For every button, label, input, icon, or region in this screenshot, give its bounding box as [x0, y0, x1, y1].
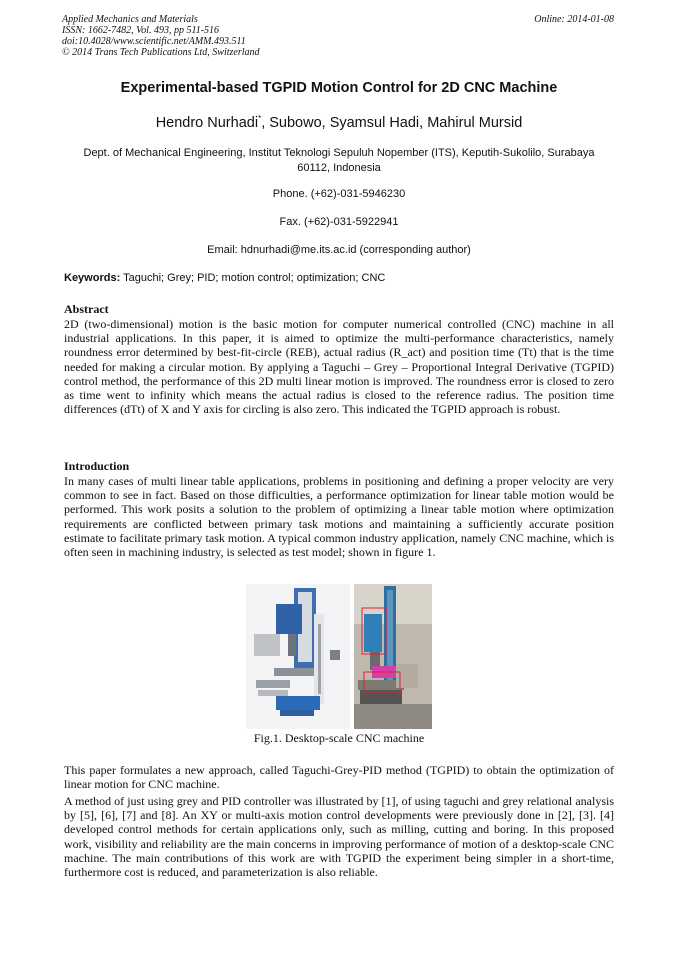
- introduction-heading: Introduction: [64, 459, 130, 473]
- online-date: Online: 2014-01-08: [534, 14, 614, 25]
- intro-paragraph-1: In many cases of multi linear table applications, problems in positioning and defining a proper velocity are very common to see in fact. Based on those difficulties, a performance optimization for linear table motion would be performed. This work posits a solution to the problem of optimizing a linear table motion where optimization requirements are conflicted between primary task motions and maintaining a sufficiently accurate position estimate to facilitate primary task motion. A typical common industry application, namely CNC machine, which is often seen in machining industry, is selected as test model; shown in figure 1.: [64, 474, 614, 560]
- figure-caption: Fig.1. Desktop-scale CNC machine: [253, 731, 425, 745]
- abstract-text: 2D (two-dimensional) motion is the basic motion for computer numerical controlled (CNC) machine in all industrial applications. In this paper, it is aimed to optimize the multi-performance characteristics, namely roundness error determined by best-fit-circle (REB), actual radius (R_act) and position time (Tt) that is the time needed for making a circular motion. By applying a Taguchi – Grey – Proportional Integral Derivative (TGPID) control method, the performance of this 2D multi linear motion is improved. The roundness error is closed to zero as time went to infinity which means the actual radius is closed to the reference radius. The position time differences (dTt) of X and Y axis for circling is also zero. This indicated the TGPID approach is robust.: [64, 317, 614, 417]
- keywords: [64, 272, 385, 284]
- abstract-heading: Abstract: [64, 302, 109, 316]
- doi-line: doi:10.4028/www.scientific.net/AMM.493.511: [62, 36, 246, 47]
- phone: Phone. (+62)-031-5946230: [272, 188, 406, 200]
- intro-paragraph-2: This paper formulates a new approach, called Taguchi-Grey-PID method (TGPID) to obtain the optimization of linear motion for CNC machine.: [64, 763, 614, 792]
- keywords-label: Keywords:: [64, 272, 121, 284]
- affiliation: Dept. of Mechanical Engineering, Institut Teknologi Sepuluh Nopember (ITS), Keputih-Sukolilo, Surabaya 60112, Indonesia: [83, 147, 595, 174]
- issn-line: ISSN: 1662-7482, Vol. 493, pp 511-516: [62, 25, 220, 36]
- corresponding-author: Hendro Nurhadi: [155, 114, 259, 131]
- keywords-text: Taguchi; Grey; PID; motion control; optimization; CNC: [120, 272, 386, 284]
- copyright-line: © 2014 Trans Tech Publications Ltd, Switzerland: [62, 47, 260, 58]
- journal-name: Applied Mechanics and Materials: [62, 14, 198, 25]
- machine-photo: [354, 584, 432, 729]
- fax: Fax. (+62)-031-5922941: [279, 216, 399, 228]
- email: Email: hdnurhadi@me.its.ac.id (corresponding author): [207, 244, 471, 256]
- co-authors: , Subowo, Syamsul Hadi, Mahirul Mursid: [261, 114, 523, 131]
- cnc-machine-figure: [246, 584, 432, 729]
- running-header: [62, 14, 260, 58]
- cad-render: [246, 584, 350, 729]
- intro-paragraph-3: A method of just using grey and PID controller was illustrated by [1], of using taguchi and grey relational analysis by [5], [6], [7] and [8]. An XY or multi-axis motion control developments were previously done in [2], [3]. [4] developed control methods for certain applications only, such as milling, cutting and boring. In this proposed work, visibility and reliability are the main concerns in improving performance of motion of a desktop-scale CNC machine. The main contributions of this work are with TGPID the experiment being simpler in a short-time, furthermore cost is reduced, and parameterization is also reliable.: [64, 794, 614, 880]
- author-list: [0, 114, 678, 131]
- corresponding-mark: *: [258, 114, 262, 123]
- paper-title: Experimental-based TGPID Motion Control for 2D CNC Machine: [120, 80, 558, 96]
